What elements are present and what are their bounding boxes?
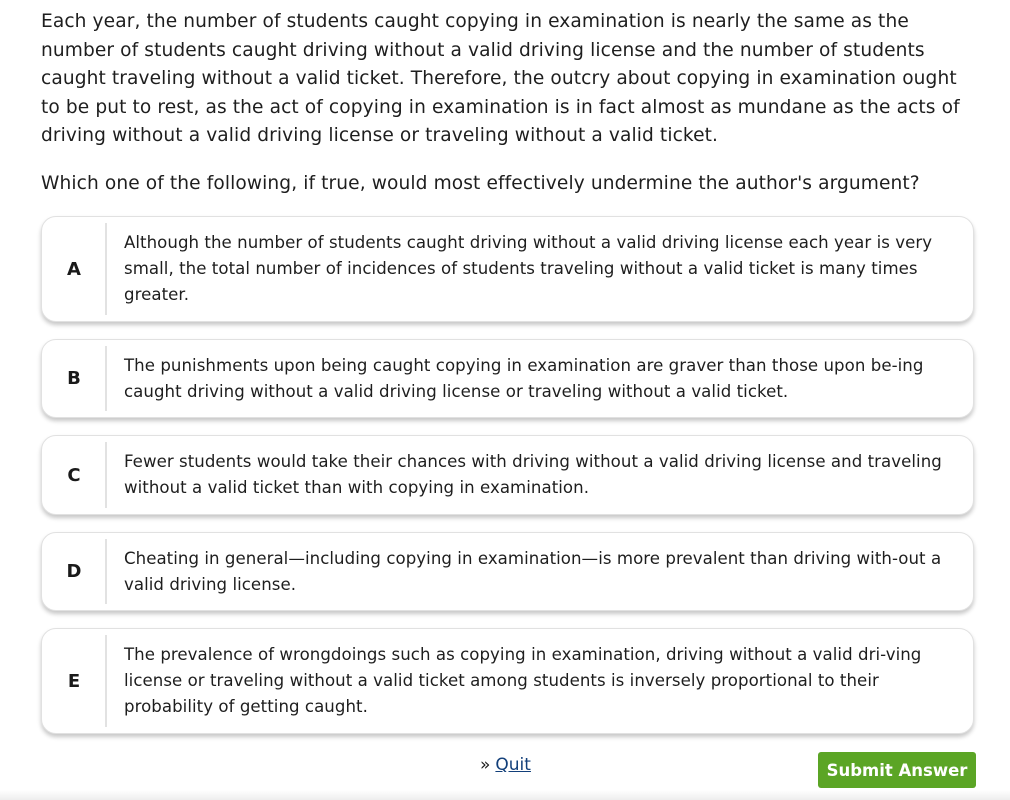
choice-text: Although the number of students caught driving without a valid driving license each year is very small, the total number of incidences of students traveling without a valid ticket is many times greater. xyxy=(124,233,933,304)
answer-choice-e[interactable] xyxy=(41,628,974,734)
choice-divider xyxy=(105,442,107,508)
choice-text: The punishments upon being caught copying in examination are graver than those upon be-ing caught driving without a valid driving license or traveling without a valid ticket. xyxy=(124,355,924,401)
answer-choice-a[interactable] xyxy=(41,216,974,322)
choice-text: Cheating in general—including copying in examination—is more prevalent than driving with-out a valid driving license. xyxy=(124,548,942,594)
choice-divider xyxy=(105,635,107,727)
choice-letter: B xyxy=(67,368,81,389)
choice-text: Fewer students would take their chances with driving without a valid driving license and traveling without a valid ticket than with copying in examination. xyxy=(124,452,942,497)
choice-divider xyxy=(105,346,107,411)
double-chevron-icon: » xyxy=(480,755,491,775)
question-stem: Which one of the following, if true, would most effectively undermine the author's argument? xyxy=(41,173,920,194)
answer-choice-d[interactable] xyxy=(41,532,974,611)
submit-answer-button[interactable]: Submit Answer xyxy=(818,752,976,788)
choice-letter: C xyxy=(67,464,81,486)
choice-divider xyxy=(105,539,107,604)
quit-link-group xyxy=(480,755,531,775)
choice-letter: E xyxy=(67,670,81,692)
choice-letter: A xyxy=(67,258,81,280)
choice-text: The prevalence of wrongdoings such as copying in examination, driving without a valid dri-ving license or traveling without a valid ticket among students is inversely proportional to their probability of getting caught. xyxy=(124,645,922,716)
choice-divider xyxy=(105,223,107,315)
quit-link[interactable]: Quit xyxy=(495,755,531,775)
answer-choice-b[interactable] xyxy=(41,339,974,418)
passage-text: Each year, the number of students caught copying in examination is nearly the same as the number of students caught driving without a valid driving license and the number of students caught traveling without a valid ticket. Therefore, the outcry about copying in examination ought to be put to rest, as the act of copying in examination is in fact almost as mundane as the acts of driving without a valid driving license or traveling without a valid ticket. xyxy=(41,11,960,147)
answer-choice-c[interactable] xyxy=(41,435,974,515)
choice-letter: D xyxy=(66,561,82,582)
bottom-edge-shade xyxy=(0,790,1010,800)
